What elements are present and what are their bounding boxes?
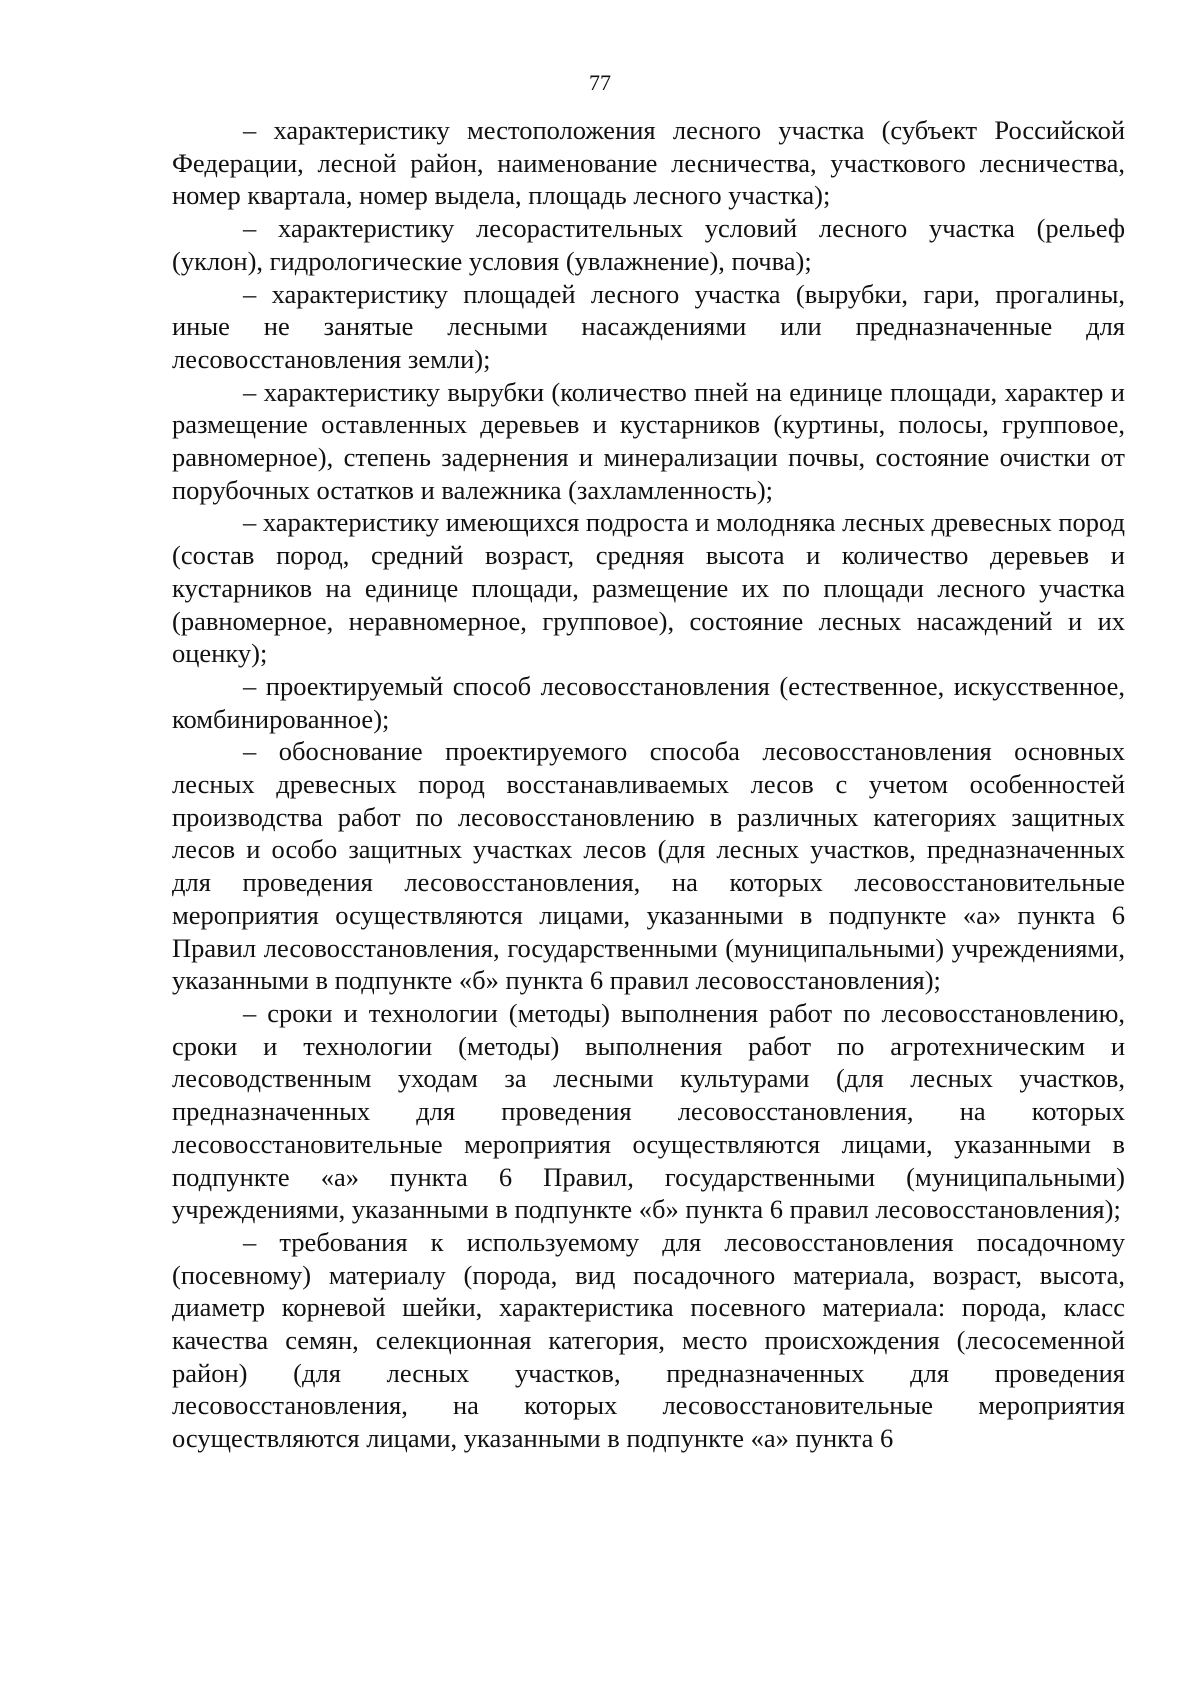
paragraph-location: – характеристику местоположения лесного участка (субъект Российской Федерации, лесной район, наименование лесничества, участкового лесничества, номер квартала, номер выдела, площадь лесного участка); — [172, 115, 1125, 211]
paragraph-terms-technologies: – сроки и технологии (методы) выполнения работ по лесовосстановлению, сроки и технологии (методы) выполнения работ по агротехническим и лесоводственным уходам за лесными культурами (для лесных участков, предназначенных для проведения лесовосстановления, на которых лесовосстановительные мероприятия осуществляются лицами, указанными в подпункте «а» пункта 6 Правил, государственными (муниципальными) учреждениями, указанными в подпункте «б» пункта 6 правил лесовосстановления); — [172, 997, 1125, 1225]
paragraph-growing-conditions: – характеристику лесорастительных условий лесного участка (рельеф (уклон), гидрологические условия (увлажнение), почва); — [172, 213, 1125, 276]
paragraph-plot-areas: – характеристику площадей лесного участка (вырубки, гари, прогалины, иные не занятые лесными насаждениями или предназначенные для лесовосстановления земли); — [172, 278, 1125, 374]
paragraph-planting-material: – требования к используемому для лесовосстановления посадочному (посевному) материалу (порода, вид посадочного материала, возраст, высота, диаметр корневой шейки, характеристика посевного материала: порода, класс качества семян, селекционная категория, место происхождения (лесосеменной район) (для лесных участков, предназначенных для проведения лесовосстановления, на которых лесовосстановительные мероприятия осуществляются лицами, указанными в подпункте «а» пункта 6 — [172, 1226, 1125, 1454]
paragraph-clearing: – характеристику вырубки (количество пней на единице площади, характер и размещение оставленных деревьев и кустарников (куртины, полосы, групповое, равномерное), степень задернения и минерализации почвы, состояние очистки от порубочных остатков и валежника (захламленность); — [172, 376, 1125, 505]
paragraph-method-justification: – обоснование проектируемого способа лесовосстановления основных лесных древесных пород восстанавливаемых лесов с учетом особенностей производства работ по лесовосстановлению в различных категориях защитных лесов и особо защитных участках лесов (для лесных участков, предназначенных для проведения лесовосстановления, на которых лесовосстановительные мероприятия осуществляются лицами, указанными в подпункте «а» пункта 6 Правил лесовосстановления, государственными (муниципальными) учреждениями, указанными в подпункте «б» пункта 6 правил лесовосстановления); — [172, 736, 1125, 996]
paragraph-reforestation-method: – проектируемый способ лесовосстановления (естественное, искусственное, комбинированное); — [172, 670, 1125, 734]
page-number: 77 — [589, 70, 611, 95]
body-text — [172, 114, 1125, 1455]
paragraph-undergrowth: – характеристику имеющихся подроста и молодняка лесных древесных пород (состав пород, средний возраст, средняя высота и количество деревьев и кустарников на единице площади, размещение их по площади лесного участка (равномерное, неравномерное, групповое), состояние лесных насаждений и их оценку); — [172, 507, 1125, 669]
